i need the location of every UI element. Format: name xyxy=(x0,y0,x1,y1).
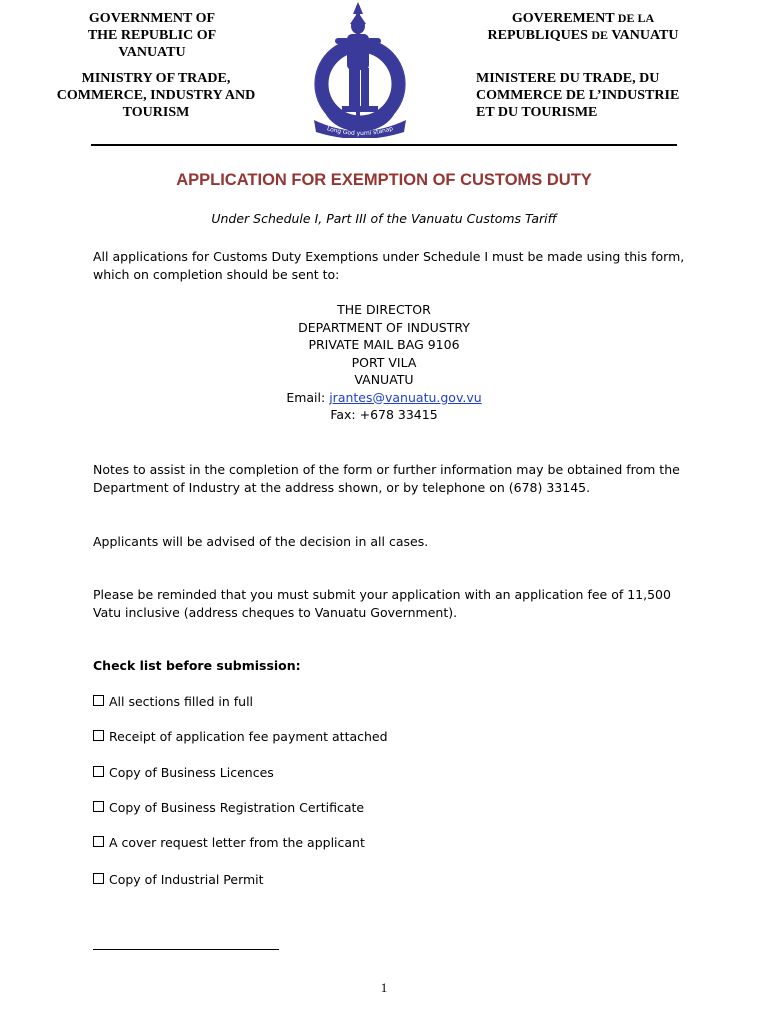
checklist-item[interactable] xyxy=(93,799,364,816)
emblem-motto: Long God yumi stanap xyxy=(326,125,394,138)
header-divider xyxy=(91,144,677,146)
checkbox-icon[interactable] xyxy=(93,730,104,741)
checklist-item-label: Copy of Business Registration Certificate xyxy=(109,800,365,815)
header-line: MINISTRY OF TRADE, xyxy=(81,71,231,86)
checklist-item[interactable] xyxy=(93,871,264,888)
intro-paragraph: All applications for Customs Duty Exemptions under Schedule I must be made using this form, which on completion should be sent to: xyxy=(93,249,685,282)
checkbox-icon[interactable] xyxy=(93,836,104,847)
address-block xyxy=(0,301,768,424)
header-ministry-en xyxy=(40,70,272,121)
address-line: DEPARTMENT OF INDUSTRY xyxy=(298,319,470,335)
header-government-en xyxy=(40,10,264,61)
address-line: PRIVATE MAIL BAG 9106 xyxy=(308,337,460,352)
fee-paragraph: Please be reminded that you must submit your application with an application fee of 11,500 Vatu inclusive (address cheques to Vanuatu Government). xyxy=(93,587,671,620)
checkbox-icon[interactable] xyxy=(93,766,104,777)
checklist-item-label: A cover request letter from the applicant xyxy=(109,835,365,850)
checkbox-icon[interactable] xyxy=(93,801,104,812)
header-line: REPUBLIQUES DE VANUATU xyxy=(487,28,679,43)
checklist-heading: Check list before submission: xyxy=(93,658,301,673)
vanuatu-coat-of-arms-icon xyxy=(300,2,420,138)
header-line: GOVEREMENT DE LA xyxy=(511,11,655,26)
notes-paragraph: Notes to assist in the completion of the form or further information may be obtained from the Department of Industry at the address shown, or by telephone on (678) 33145. xyxy=(93,462,680,495)
email-label: Email: xyxy=(286,389,326,405)
advised-paragraph: Applicants will be advised of the decision in all cases. xyxy=(93,534,429,549)
header-line: TOURISM xyxy=(122,105,190,120)
checkbox-icon[interactable] xyxy=(93,695,104,706)
header-line: COMMERCE DE L’INDUSTRIE xyxy=(476,88,680,103)
checklist-item-label: All sections filled in full xyxy=(109,694,254,709)
checkbox-icon[interactable] xyxy=(93,873,104,884)
checklist-item[interactable] xyxy=(93,834,365,851)
header-government-fr xyxy=(470,10,696,44)
header-line: THE REPUBLIC OF xyxy=(87,28,217,43)
checklist-item-label: Copy of Industrial Permit xyxy=(109,872,264,887)
address-line: VANUATU xyxy=(354,372,414,387)
page-subtitle: Under Schedule I, Part III of the Vanuatu Customs Tariff xyxy=(211,211,557,226)
page-number: 1 xyxy=(380,980,388,995)
fax-line: Fax: +678 33415 xyxy=(330,407,438,422)
header-line: VANUATU xyxy=(118,45,186,60)
header-line: MINISTERE DU TRADE, DU xyxy=(476,71,660,86)
footnote-divider xyxy=(93,949,279,950)
checklist-item[interactable] xyxy=(93,764,274,781)
checklist-item-label: Copy of Business Licences xyxy=(109,765,274,780)
header-ministry-fr xyxy=(476,70,716,121)
address-line: PORT VILA xyxy=(351,354,417,370)
header-line: ET DU TOURISME xyxy=(476,105,598,120)
page-title: APPLICATION FOR EXEMPTION OF CUSTOMS DUTY xyxy=(176,171,592,189)
header-line: GOVERNMENT OF xyxy=(88,11,216,26)
address-line: THE DIRECTOR xyxy=(337,302,431,317)
checklist-item[interactable] xyxy=(93,693,253,710)
email-line xyxy=(0,389,768,407)
email-link[interactable]: jrantes@vanuatu.gov.vu xyxy=(329,389,482,405)
checklist-item-label: Receipt of application fee payment attached xyxy=(109,729,388,744)
checklist-item[interactable] xyxy=(93,728,388,745)
header-line: COMMERCE, INDUSTRY AND xyxy=(56,88,256,103)
